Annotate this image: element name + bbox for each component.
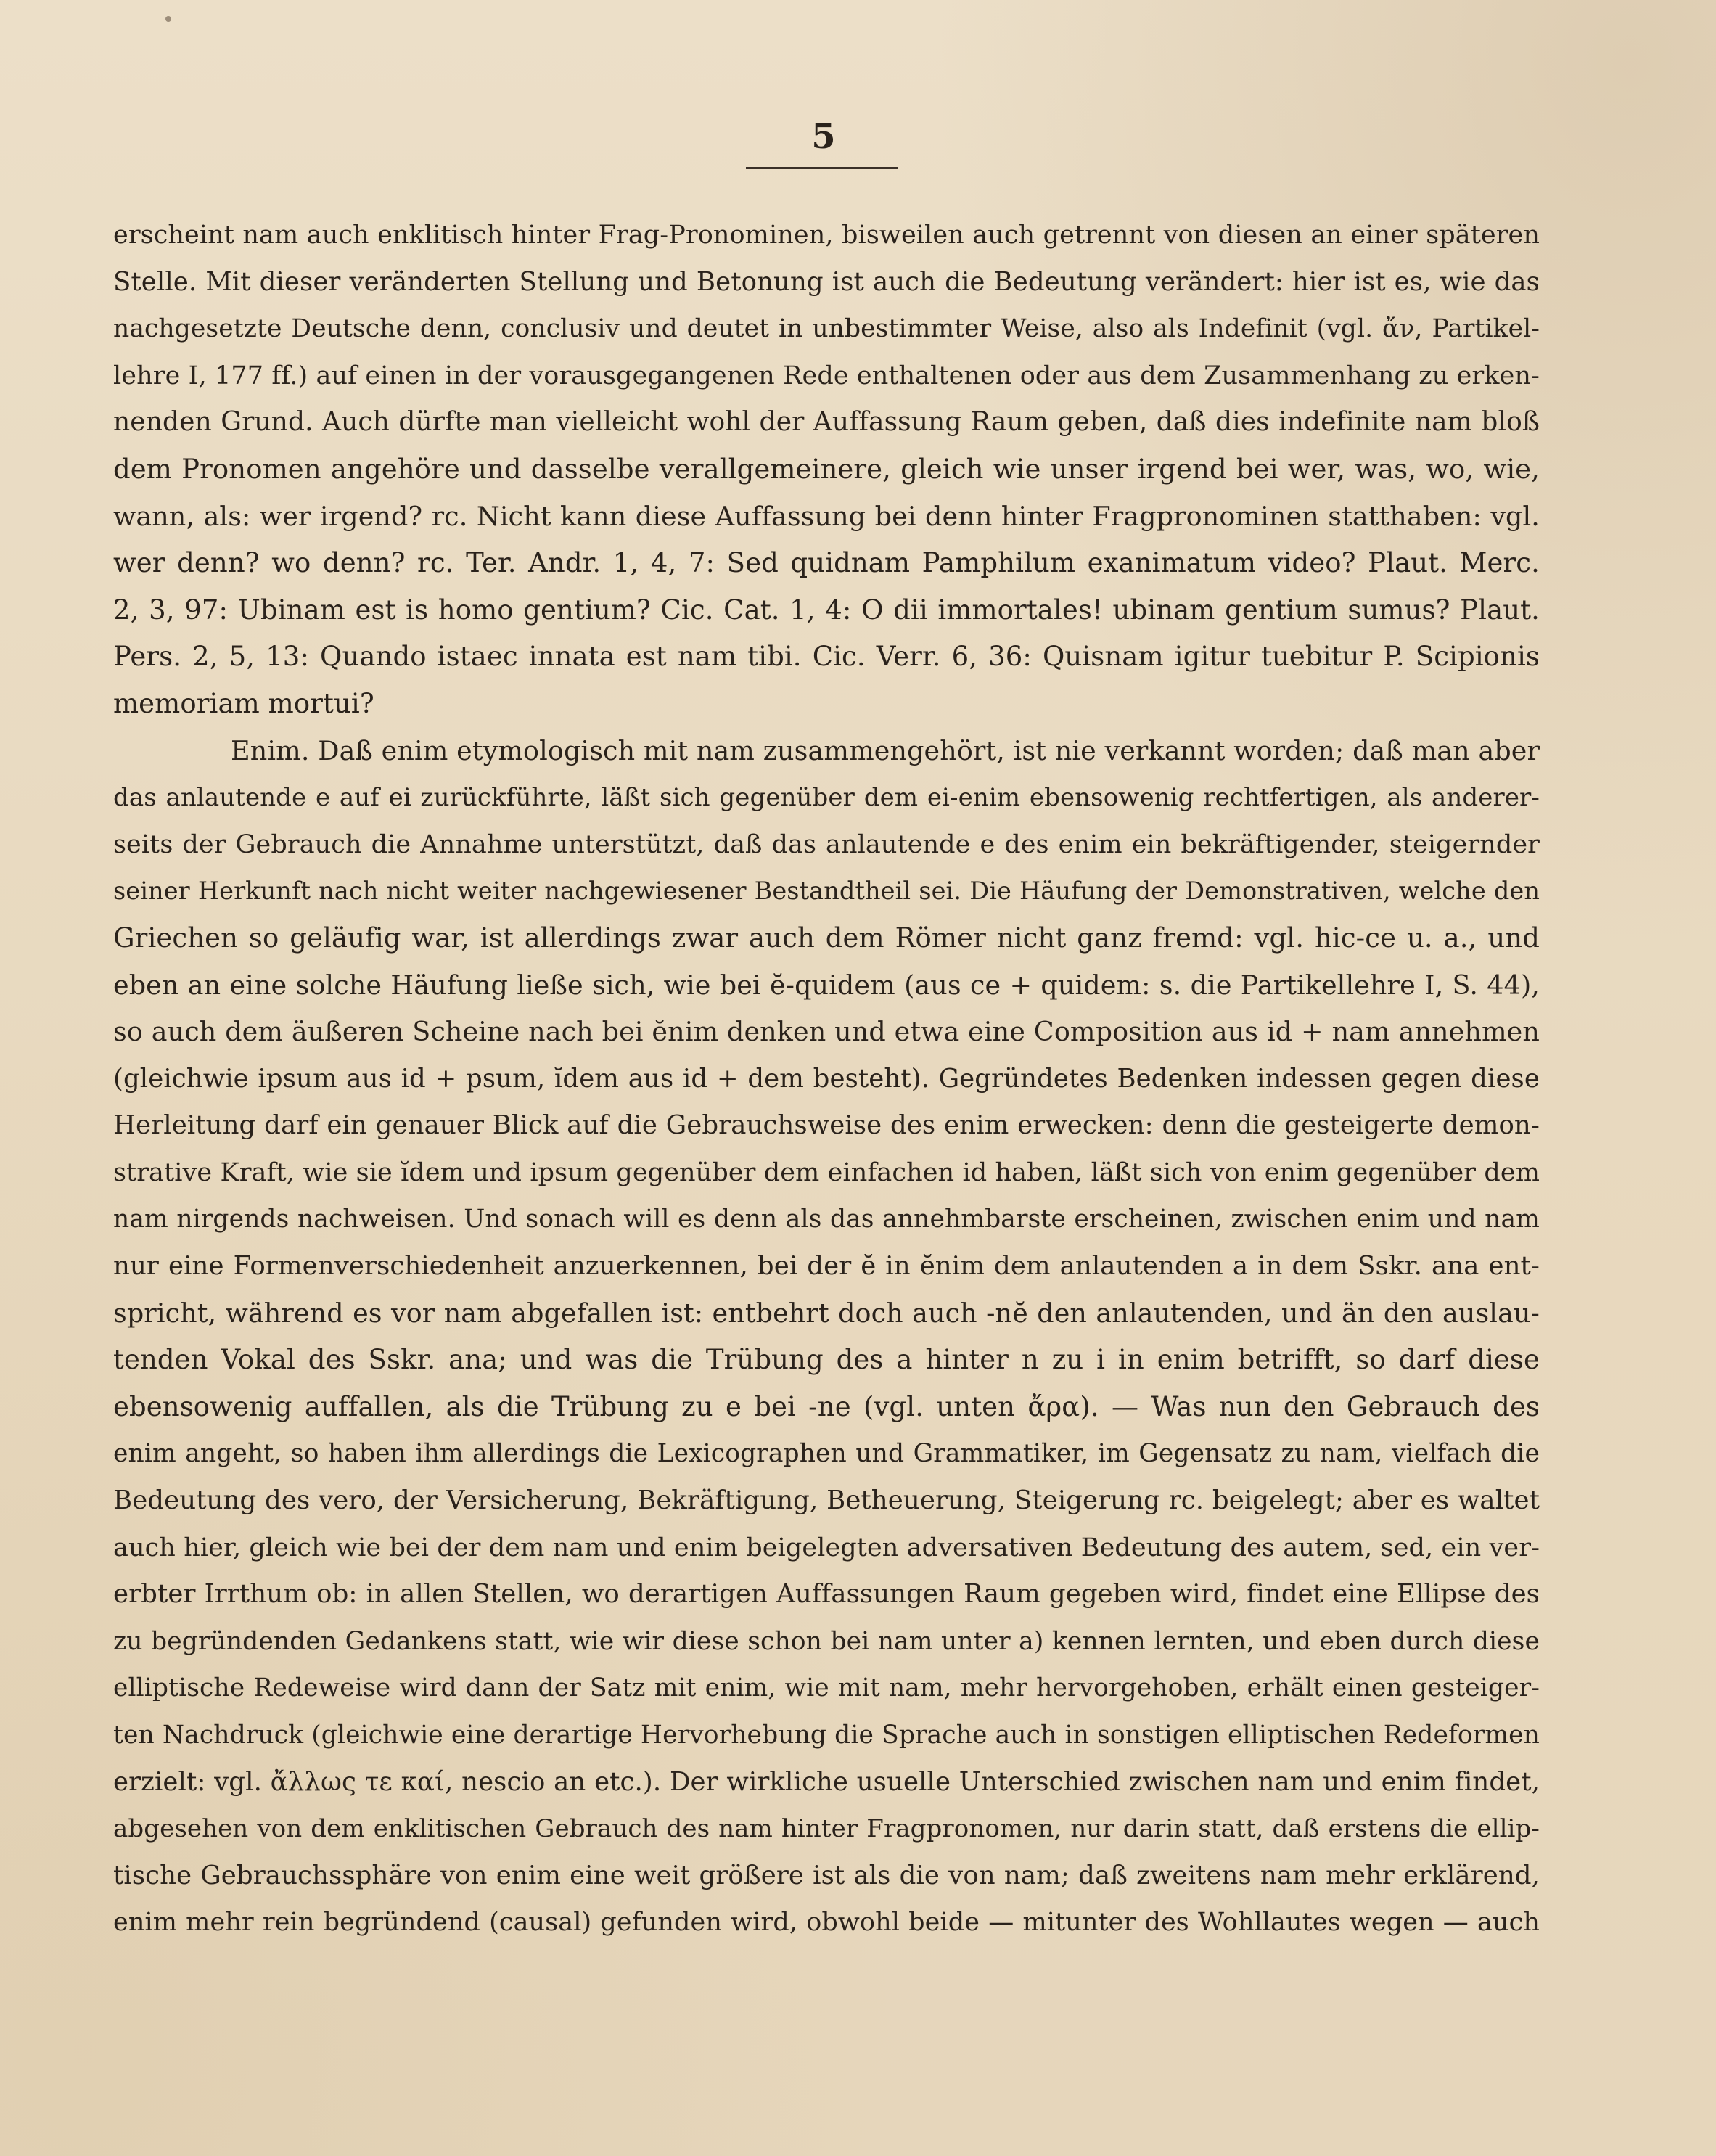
text-line: nachgesetzte Deutsche denn, conclusiv und deutet in unbestimmter Weise, also als Indefinit (vgl. ἄν, Partikel- bbox=[113, 314, 1540, 344]
text-line: enim mehr rein begründend (causal) gefunden wird, obwohl beide — mitunter des Wohllautes wegen — auch bbox=[113, 1908, 1540, 1938]
text-line: dem Pronomen angehöre und dasselbe verallgemeinere, gleich wie unser irgend bei wer, was, wo, wie, bbox=[113, 453, 1540, 485]
text-line: strative Kraft, wie sie ĭdem und ipsum gegenüber dem einfachen id haben, läßt sich von enim gegenüber dem bbox=[113, 1157, 1540, 1187]
text-line: memoriam mortui? bbox=[113, 687, 374, 719]
ink-speck bbox=[165, 16, 171, 22]
text-line: tische Gebrauchssphäre von enim eine weit größere ist als die von nam; daß zweitens nam mehr erklärend, bbox=[113, 1860, 1540, 1890]
text-line: spricht, während es vor nam abgefallen ist: entbehrt doch auch -nĕ den anlautenden, und än den auslau- bbox=[113, 1297, 1540, 1329]
text-line: Stelle. Mit dieser veränderten Stellung und Betonung ist auch die Bedeutung verändert: hier ist es, wie das bbox=[113, 266, 1540, 297]
text-line: auch hier, gleich wie bei der dem nam und enim beigelegten adversativen Bedeutung des autem, sed, ein ver- bbox=[113, 1533, 1540, 1562]
text-line: eben an eine solche Häufung ließe sich, wie bei ĕ-quidem (aus ce + quidem: s. die Partikellehre I, S. 44), bbox=[113, 969, 1540, 1001]
text-line: Herleitung darf ein genauer Blick auf die Gebrauchsweise des enim erwecken: denn die gesteigerte demon- bbox=[113, 1110, 1540, 1141]
text-line: wann, als: wer irgend? rc. Nicht kann diese Auffassung bei denn hinter Fragpronominen statthaben: vgl. bbox=[113, 500, 1540, 532]
text-line: erzielt: vgl. ἄλλως τε καί, nescio an etc.). Der wirkliche usuelle Unterschied zwischen nam und enim findet, bbox=[113, 1766, 1540, 1797]
text-line: nenden Grund. Auch dürfte man vielleicht wohl der Auffassung Raum geben, daß dies indefinite nam bloß bbox=[113, 407, 1540, 438]
text-line: 2, 3, 97: Ubinam est is homo gentium? Cic. Cat. 1, 4: O dii immortales! ubinam gentium sumus? Plaut. bbox=[113, 594, 1540, 626]
text-line: nam nirgends nachweisen. Und sonach will es denn als das annehmbarste erscheinen, zwischen enim und nam bbox=[113, 1205, 1540, 1234]
text-line: Griechen so geläufig war, ist allerdings zwar auch dem Römer nicht ganz fremd: vgl. hic-ce u. a., und bbox=[113, 922, 1540, 954]
text-line: Enim. Daß enim etymologisch mit nam zusammengehört, ist nie verkannt worden; daß man aber bbox=[231, 734, 1540, 766]
paragraph-2 bbox=[113, 728, 1540, 1946]
text-line: wer denn? wo denn? rc. Ter. Andr. 1, 4, 7: Sed quidnam Pamphilum exanimatum video? Plaut. Merc. bbox=[113, 547, 1540, 579]
text-line: nur eine Formenverschiedenheit anzuerkennen, bei der ĕ in ĕnim dem anlautenden a in dem Sskr. ana ent- bbox=[113, 1251, 1540, 1282]
header-rule bbox=[746, 167, 898, 169]
text-line: Bedeutung des vero, der Versicherung, Bekräftigung, Betheuerung, Steigerung rc. beigelegt; aber es waltet bbox=[113, 1485, 1540, 1516]
text-line: das anlautende e auf ei zurückführte, läßt sich gegenüber dem ei-enim ebensowenig rechtfertigen, als anderer- bbox=[113, 783, 1540, 813]
text-line: tenden Vokal des Sskr. ana; und was die Trübung des a hinter n zu i in enim betrifft, so darf diese bbox=[113, 1344, 1540, 1376]
text-line: abgesehen von dem enklitischen Gebrauch des nam hinter Fragpronomen, nur darin statt, daß erstens die ellip- bbox=[113, 1814, 1540, 1844]
text-line: (gleichwie ipsum aus id + psum, ĭdem aus id + dem besteht). Gegründetes Bedenken indessen gegen diese bbox=[113, 1063, 1540, 1094]
text-line: lehre I, 177 ff.) auf einen in der vorausgegangenen Rede enthaltenen oder aus dem Zusammenhang zu erken- bbox=[113, 361, 1540, 390]
body-text bbox=[113, 212, 1540, 1946]
text-line: seits der Gebrauch die Annahme unterstützt, daß das anlautende e des enim ein bekräftigender, steigernder bbox=[113, 829, 1540, 859]
text-line: erscheint nam auch enklitisch hinter Frag-Pronominen, bisweilen auch getrennt von diesen an einer späteren bbox=[113, 221, 1540, 250]
page-number: 5 bbox=[811, 116, 836, 157]
text-line: seiner Herkunft nach nicht weiter nachgewiesener Bestandtheil sei. Die Häufung der Demonstrativen, welche den bbox=[113, 877, 1540, 906]
paragraph-1 bbox=[113, 212, 1540, 728]
text-line: erbter Irrthum ob: in allen Stellen, wo derartigen Auffassungen Raum gegeben wird, findet eine Ellipse des bbox=[113, 1579, 1540, 1610]
text-line: enim angeht, so haben ihm allerdings die Lexicographen und Grammatiker, im Gegensatz zu nam, vielfach die bbox=[113, 1439, 1540, 1469]
text-line: elliptische Redeweise wird dann der Satz mit enim, wie mit nam, mehr hervorgehoben, erhält einen gesteiger- bbox=[113, 1673, 1540, 1703]
text-line: ebensowenig auffallen, als die Trübung zu e bei -ne (vgl. unten ἄρα). — Was nun den Gebrauch des bbox=[113, 1390, 1540, 1422]
text-line: so auch dem äußeren Scheine nach bei ĕnim denken und etwa eine Composition aus id + nam annehmen bbox=[113, 1016, 1540, 1048]
text-line: zu begründenden Gedankens statt, wie wir diese schon bei nam unter a) kennen lernten, und eben durch diese bbox=[113, 1626, 1540, 1656]
text-line: ten Nachdruck (gleichwie eine derartige Hervorhebung die Sprache auch in sonstigen elliptischen Redeformen bbox=[113, 1721, 1540, 1750]
text-line: Pers. 2, 5, 13: Quando istaec innata est nam tibi. Cic. Verr. 6, 36: Quisnam igitur tuebitur P. Scipionis bbox=[113, 641, 1540, 673]
